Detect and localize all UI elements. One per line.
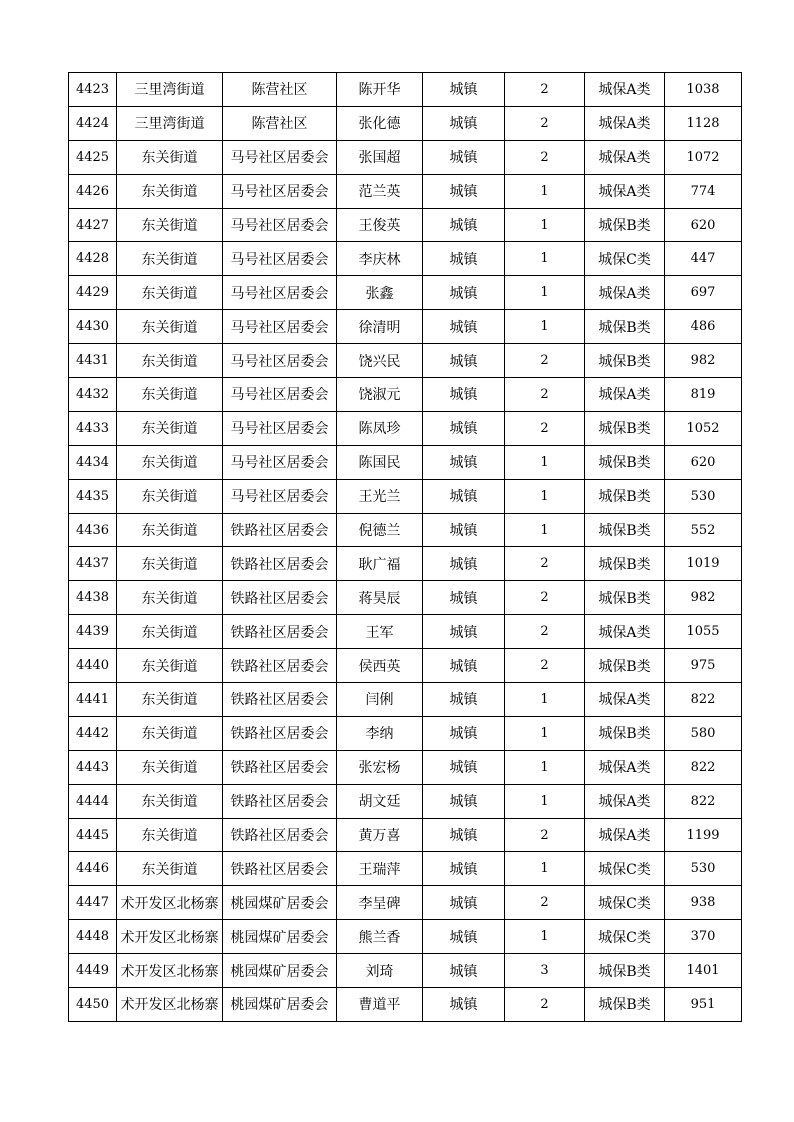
community-cell: 马号社区居委会 — [223, 479, 337, 513]
member-count-cell: 1 — [505, 852, 585, 886]
name-cell: 李庆林 — [337, 242, 423, 276]
serial-number-cell: 4426 — [69, 174, 117, 208]
serial-number-cell: 4441 — [69, 683, 117, 717]
household-type-cell: 城镇 — [423, 140, 505, 174]
member-count-cell: 2 — [505, 140, 585, 174]
street-cell: 东关街道 — [117, 683, 223, 717]
name-cell: 饶淑元 — [337, 378, 423, 412]
amount-cell: 982 — [665, 344, 742, 378]
name-cell: 蒋昊辰 — [337, 581, 423, 615]
table-row — [69, 445, 742, 479]
name-cell: 陈开华 — [337, 73, 423, 107]
household-type-cell: 城镇 — [423, 581, 505, 615]
name-cell: 胡文廷 — [337, 784, 423, 818]
amount-cell: 774 — [665, 174, 742, 208]
household-type-cell: 城镇 — [423, 344, 505, 378]
name-cell: 王光兰 — [337, 479, 423, 513]
community-cell: 马号社区居委会 — [223, 174, 337, 208]
table-row — [69, 479, 742, 513]
category-cell: 城保B类 — [585, 581, 665, 615]
member-count-cell: 1 — [505, 174, 585, 208]
street-cell: 东关街道 — [117, 378, 223, 412]
table-row — [69, 954, 742, 988]
community-cell: 陈营社区 — [223, 106, 337, 140]
street-cell: 东关街道 — [117, 140, 223, 174]
category-cell: 城保A类 — [585, 784, 665, 818]
category-cell: 城保A类 — [585, 140, 665, 174]
category-cell: 城保B类 — [585, 310, 665, 344]
member-count-cell: 2 — [505, 378, 585, 412]
serial-number-cell: 4437 — [69, 547, 117, 581]
community-cell: 马号社区居委会 — [223, 310, 337, 344]
community-cell: 马号社区居委会 — [223, 445, 337, 479]
category-cell: 城保A类 — [585, 73, 665, 107]
serial-number-cell: 4448 — [69, 920, 117, 954]
amount-cell: 697 — [665, 276, 742, 310]
table-row — [69, 615, 742, 649]
member-count-cell: 2 — [505, 615, 585, 649]
member-count-cell: 1 — [505, 242, 585, 276]
street-cell: 东关街道 — [117, 445, 223, 479]
name-cell: 王瑞萍 — [337, 852, 423, 886]
member-count-cell: 2 — [505, 581, 585, 615]
member-count-cell: 2 — [505, 106, 585, 140]
category-cell: 城保A类 — [585, 106, 665, 140]
serial-number-cell: 4432 — [69, 378, 117, 412]
amount-cell: 1038 — [665, 73, 742, 107]
member-count-cell: 2 — [505, 886, 585, 920]
amount-cell: 1019 — [665, 547, 742, 581]
name-cell: 张宏杨 — [337, 750, 423, 784]
table-row — [69, 174, 742, 208]
serial-number-cell: 4425 — [69, 140, 117, 174]
table-row — [69, 852, 742, 886]
category-cell: 城保B类 — [585, 445, 665, 479]
category-cell: 城保B类 — [585, 411, 665, 445]
member-count-cell: 2 — [505, 988, 585, 1022]
name-cell: 李纳 — [337, 716, 423, 750]
community-cell: 桃园煤矿居委会 — [223, 988, 337, 1022]
street-cell: 东关街道 — [117, 784, 223, 818]
community-cell: 铁路社区居委会 — [223, 784, 337, 818]
street-cell: 东关街道 — [117, 852, 223, 886]
street-cell: 东关街道 — [117, 547, 223, 581]
serial-number-cell: 4427 — [69, 208, 117, 242]
street-cell: 东关街道 — [117, 242, 223, 276]
member-count-cell: 2 — [505, 649, 585, 683]
serial-number-cell: 4440 — [69, 649, 117, 683]
category-cell: 城保A类 — [585, 378, 665, 412]
street-cell: 东关街道 — [117, 310, 223, 344]
table-row — [69, 513, 742, 547]
street-cell: 东关街道 — [117, 411, 223, 445]
name-cell: 侯西英 — [337, 649, 423, 683]
category-cell: 城保C类 — [585, 852, 665, 886]
category-cell: 城保B类 — [585, 479, 665, 513]
street-cell: 东关街道 — [117, 276, 223, 310]
table-row — [69, 276, 742, 310]
serial-number-cell: 4434 — [69, 445, 117, 479]
category-cell: 城保B类 — [585, 988, 665, 1022]
serial-number-cell: 4447 — [69, 886, 117, 920]
household-type-cell: 城镇 — [423, 310, 505, 344]
household-type-cell: 城镇 — [423, 683, 505, 717]
household-type-cell: 城镇 — [423, 988, 505, 1022]
household-type-cell: 城镇 — [423, 818, 505, 852]
table-row — [69, 581, 742, 615]
table-row — [69, 310, 742, 344]
name-cell: 范兰英 — [337, 174, 423, 208]
member-count-cell: 1 — [505, 784, 585, 818]
community-cell: 马号社区居委会 — [223, 411, 337, 445]
category-cell: 城保A类 — [585, 750, 665, 784]
household-type-cell: 城镇 — [423, 378, 505, 412]
serial-number-cell: 4449 — [69, 954, 117, 988]
category-cell: 城保A类 — [585, 276, 665, 310]
member-count-cell: 3 — [505, 954, 585, 988]
household-type-cell: 城镇 — [423, 954, 505, 988]
member-count-cell: 1 — [505, 276, 585, 310]
community-cell: 桃园煤矿居委会 — [223, 920, 337, 954]
street-cell: 东关街道 — [117, 750, 223, 784]
name-cell: 刘琦 — [337, 954, 423, 988]
name-cell: 黄万喜 — [337, 818, 423, 852]
name-cell: 张鑫 — [337, 276, 423, 310]
community-cell: 铁路社区居委会 — [223, 750, 337, 784]
community-cell: 马号社区居委会 — [223, 378, 337, 412]
community-cell: 铁路社区居委会 — [223, 716, 337, 750]
table-row — [69, 208, 742, 242]
community-cell: 铁路社区居委会 — [223, 615, 337, 649]
category-cell: 城保A类 — [585, 683, 665, 717]
table-row — [69, 683, 742, 717]
member-count-cell: 1 — [505, 750, 585, 784]
category-cell: 城保B类 — [585, 513, 665, 547]
amount-cell: 620 — [665, 208, 742, 242]
serial-number-cell: 4430 — [69, 310, 117, 344]
household-type-cell: 城镇 — [423, 750, 505, 784]
table-row — [69, 988, 742, 1022]
household-type-cell: 城镇 — [423, 920, 505, 954]
member-count-cell: 1 — [505, 208, 585, 242]
table-row — [69, 411, 742, 445]
amount-cell: 370 — [665, 920, 742, 954]
serial-number-cell: 4428 — [69, 242, 117, 276]
street-cell: 三里湾街道 — [117, 73, 223, 107]
member-count-cell: 2 — [505, 344, 585, 378]
category-cell: 城保C类 — [585, 242, 665, 276]
household-type-cell: 城镇 — [423, 886, 505, 920]
household-type-cell: 城镇 — [423, 615, 505, 649]
amount-cell: 822 — [665, 683, 742, 717]
member-count-cell: 1 — [505, 920, 585, 954]
amount-cell: 447 — [665, 242, 742, 276]
table-row — [69, 242, 742, 276]
name-cell: 李呈碑 — [337, 886, 423, 920]
serial-number-cell: 4442 — [69, 716, 117, 750]
household-type-cell: 城镇 — [423, 106, 505, 140]
category-cell: 城保B类 — [585, 649, 665, 683]
amount-cell: 822 — [665, 784, 742, 818]
community-cell: 马号社区居委会 — [223, 140, 337, 174]
serial-number-cell: 4443 — [69, 750, 117, 784]
street-cell: 东关街道 — [117, 513, 223, 547]
table-row — [69, 106, 742, 140]
category-cell: 城保B类 — [585, 716, 665, 750]
member-count-cell: 1 — [505, 716, 585, 750]
street-cell: 东关街道 — [117, 818, 223, 852]
name-cell: 闫俐 — [337, 683, 423, 717]
member-count-cell: 2 — [505, 411, 585, 445]
table-row — [69, 750, 742, 784]
name-cell: 陈国民 — [337, 445, 423, 479]
household-type-cell: 城镇 — [423, 445, 505, 479]
household-type-cell: 城镇 — [423, 276, 505, 310]
amount-cell: 982 — [665, 581, 742, 615]
category-cell: 城保B类 — [585, 208, 665, 242]
street-cell: 东关街道 — [117, 581, 223, 615]
community-cell: 马号社区居委会 — [223, 344, 337, 378]
category-cell: 城保B类 — [585, 954, 665, 988]
street-cell: 术开发区北杨寨 — [117, 920, 223, 954]
table-row — [69, 649, 742, 683]
amount-cell: 620 — [665, 445, 742, 479]
table-row — [69, 140, 742, 174]
serial-number-cell: 4436 — [69, 513, 117, 547]
category-cell: 城保C类 — [585, 920, 665, 954]
community-cell: 铁路社区居委会 — [223, 818, 337, 852]
serial-number-cell: 4446 — [69, 852, 117, 886]
street-cell: 术开发区北杨寨 — [117, 988, 223, 1022]
community-cell: 铁路社区居委会 — [223, 547, 337, 581]
household-type-cell: 城镇 — [423, 852, 505, 886]
name-cell: 王军 — [337, 615, 423, 649]
member-count-cell: 1 — [505, 513, 585, 547]
table-body — [69, 73, 742, 1022]
amount-cell: 822 — [665, 750, 742, 784]
community-cell: 铁路社区居委会 — [223, 581, 337, 615]
name-cell: 徐清明 — [337, 310, 423, 344]
community-cell: 马号社区居委会 — [223, 208, 337, 242]
member-count-cell: 1 — [505, 310, 585, 344]
amount-cell: 975 — [665, 649, 742, 683]
household-type-cell: 城镇 — [423, 411, 505, 445]
category-cell: 城保A类 — [585, 615, 665, 649]
member-count-cell: 1 — [505, 479, 585, 513]
community-cell: 桃园煤矿居委会 — [223, 954, 337, 988]
serial-number-cell: 4423 — [69, 73, 117, 107]
household-type-cell: 城镇 — [423, 208, 505, 242]
serial-number-cell: 4431 — [69, 344, 117, 378]
name-cell: 倪德兰 — [337, 513, 423, 547]
table-row — [69, 344, 742, 378]
community-cell: 陈营社区 — [223, 73, 337, 107]
serial-number-cell: 4433 — [69, 411, 117, 445]
household-type-cell: 城镇 — [423, 479, 505, 513]
community-cell: 桃园煤矿居委会 — [223, 886, 337, 920]
name-cell: 张国超 — [337, 140, 423, 174]
household-type-cell: 城镇 — [423, 716, 505, 750]
member-count-cell: 2 — [505, 547, 585, 581]
community-cell: 马号社区居委会 — [223, 276, 337, 310]
serial-number-cell: 4438 — [69, 581, 117, 615]
category-cell: 城保C类 — [585, 886, 665, 920]
serial-number-cell: 4429 — [69, 276, 117, 310]
serial-number-cell: 4444 — [69, 784, 117, 818]
community-cell: 铁路社区居委会 — [223, 513, 337, 547]
street-cell: 东关街道 — [117, 208, 223, 242]
street-cell: 东关街道 — [117, 615, 223, 649]
table-row — [69, 716, 742, 750]
amount-cell: 580 — [665, 716, 742, 750]
name-cell: 熊兰香 — [337, 920, 423, 954]
member-count-cell: 1 — [505, 683, 585, 717]
household-type-cell: 城镇 — [423, 513, 505, 547]
table-row — [69, 73, 742, 107]
community-cell: 铁路社区居委会 — [223, 649, 337, 683]
table-row — [69, 784, 742, 818]
name-cell: 张化德 — [337, 106, 423, 140]
serial-number-cell: 4450 — [69, 988, 117, 1022]
amount-cell: 1199 — [665, 818, 742, 852]
serial-number-cell: 4435 — [69, 479, 117, 513]
household-type-cell: 城镇 — [423, 242, 505, 276]
table-row — [69, 818, 742, 852]
member-count-cell: 2 — [505, 818, 585, 852]
amount-cell: 530 — [665, 852, 742, 886]
table-row — [69, 886, 742, 920]
street-cell: 术开发区北杨寨 — [117, 886, 223, 920]
amount-cell: 938 — [665, 886, 742, 920]
street-cell: 东关街道 — [117, 479, 223, 513]
amount-cell: 486 — [665, 310, 742, 344]
category-cell: 城保B类 — [585, 344, 665, 378]
amount-cell: 552 — [665, 513, 742, 547]
amount-cell: 1072 — [665, 140, 742, 174]
category-cell: 城保A类 — [585, 174, 665, 208]
community-cell: 铁路社区居委会 — [223, 852, 337, 886]
amount-cell: 1055 — [665, 615, 742, 649]
data-table — [68, 72, 742, 1022]
street-cell: 东关街道 — [117, 174, 223, 208]
amount-cell: 951 — [665, 988, 742, 1022]
street-cell: 术开发区北杨寨 — [117, 954, 223, 988]
amount-cell: 1401 — [665, 954, 742, 988]
category-cell: 城保A类 — [585, 818, 665, 852]
household-type-cell: 城镇 — [423, 547, 505, 581]
community-cell: 铁路社区居委会 — [223, 683, 337, 717]
table-row — [69, 920, 742, 954]
street-cell: 东关街道 — [117, 344, 223, 378]
name-cell: 耿广福 — [337, 547, 423, 581]
household-type-cell: 城镇 — [423, 174, 505, 208]
name-cell: 王俊英 — [337, 208, 423, 242]
amount-cell: 1128 — [665, 106, 742, 140]
member-count-cell: 1 — [505, 445, 585, 479]
name-cell: 陈凤珍 — [337, 411, 423, 445]
table-row — [69, 547, 742, 581]
amount-cell: 530 — [665, 479, 742, 513]
amount-cell: 819 — [665, 378, 742, 412]
household-type-cell: 城镇 — [423, 73, 505, 107]
community-cell: 马号社区居委会 — [223, 242, 337, 276]
serial-number-cell: 4424 — [69, 106, 117, 140]
name-cell: 饶兴民 — [337, 344, 423, 378]
amount-cell: 1052 — [665, 411, 742, 445]
serial-number-cell: 4439 — [69, 615, 117, 649]
street-cell: 东关街道 — [117, 716, 223, 750]
street-cell: 东关街道 — [117, 649, 223, 683]
category-cell: 城保B类 — [585, 547, 665, 581]
member-count-cell: 2 — [505, 73, 585, 107]
name-cell: 曹道平 — [337, 988, 423, 1022]
serial-number-cell: 4445 — [69, 818, 117, 852]
household-type-cell: 城镇 — [423, 649, 505, 683]
table-row — [69, 378, 742, 412]
household-type-cell: 城镇 — [423, 784, 505, 818]
street-cell: 三里湾街道 — [117, 106, 223, 140]
